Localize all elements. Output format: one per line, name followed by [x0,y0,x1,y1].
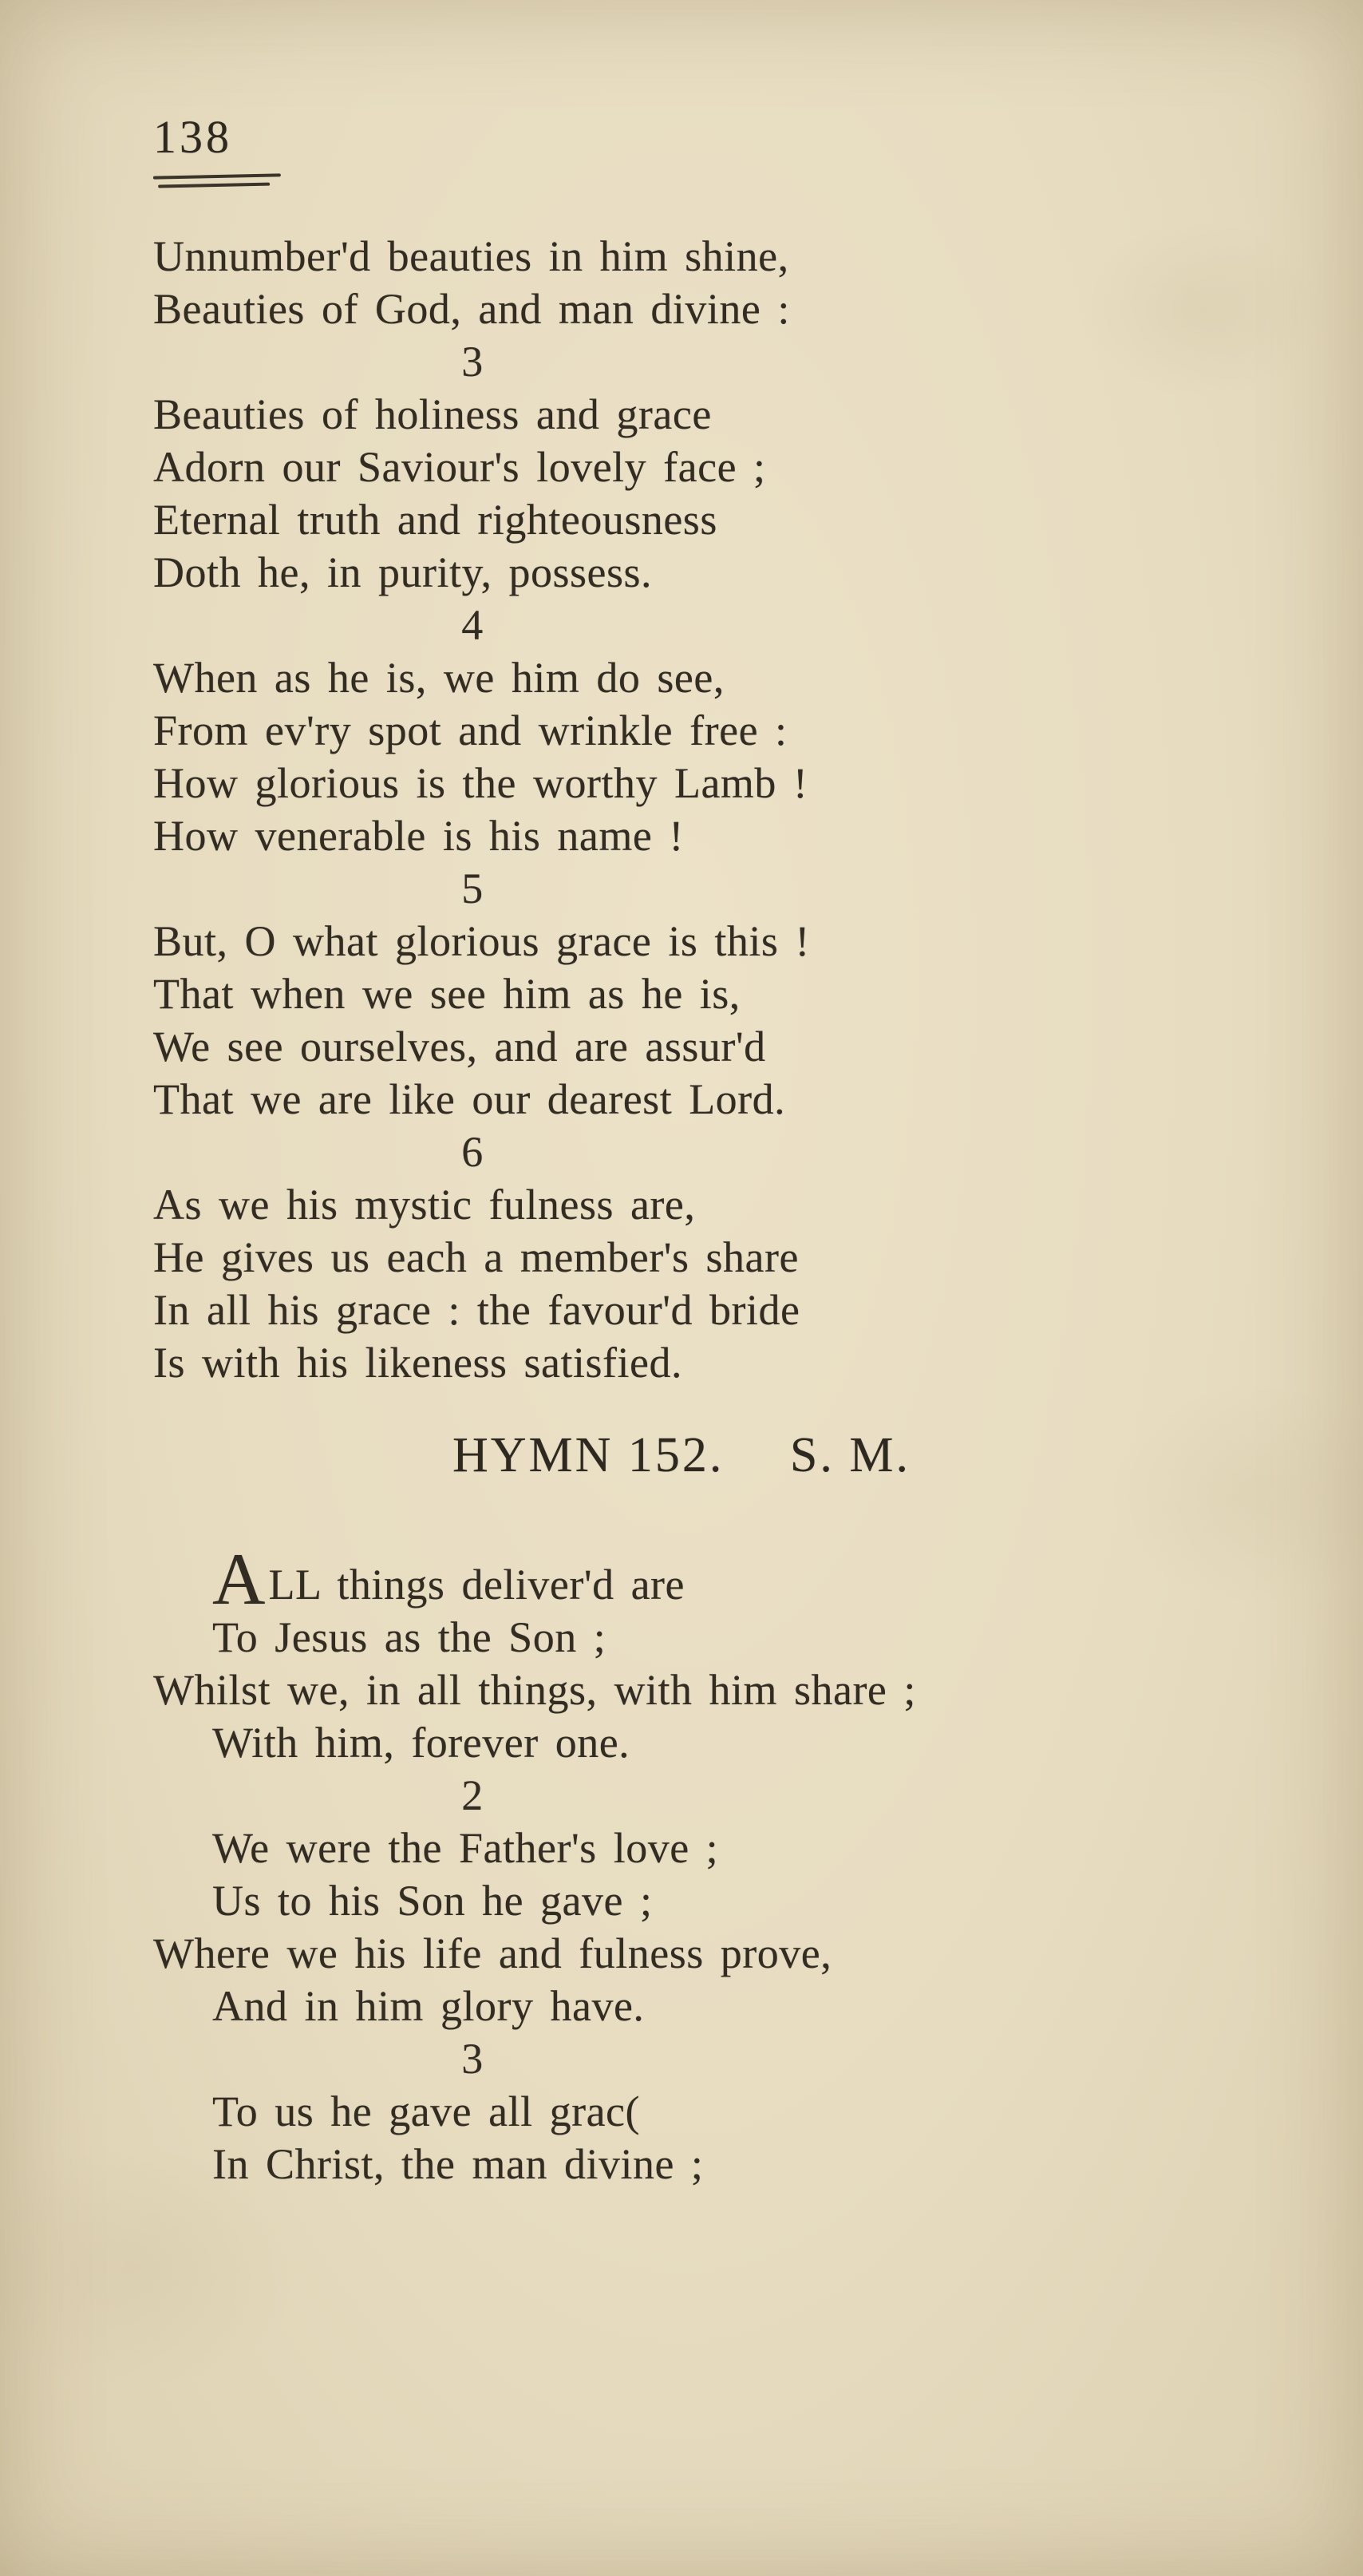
verse-line: From ev'ry spot and wrinkle free : [153,706,788,754]
verse-line: That when we see him as he is, [153,970,741,1018]
stanza-number: 3 [461,338,484,386]
verse-line: In Christ, the man divine ; [212,2140,704,2188]
hymn-152 [153,1538,1215,2190]
verse-line: Doth he, in purity, possess. [153,548,652,596]
verse-line: Where we his life and fulness prove, [153,1929,832,1977]
hymn-meter: S. M. [789,1428,911,1482]
page-number-rule [153,173,281,188]
verse-line: Us to his Son he gave ; [212,1877,653,1925]
verse-line: That we are like our dearest Lord. [153,1075,786,1123]
verse-line-text: LL things deliver'd are [268,1561,685,1609]
stanza-number: 5 [461,865,484,912]
rule-line-top [153,173,281,179]
verse-line: How venerable is his name ! [153,812,684,860]
hymn-title: HYMN 152. [452,1428,725,1482]
verse-line: And in him glory have. [212,1982,645,2030]
verse-line: With him, forever one. [212,1719,630,1767]
verse-line: Adorn our Saviour's lovely face ; [153,443,766,491]
page-header [153,110,281,187]
hymn-heading [0,1427,1363,1484]
verse-line: As we his mystic fulness are, [153,1181,696,1229]
verse-line: But, O what glorious grace is this ! [153,917,810,965]
verse-line: He gives us each a member's share [153,1233,799,1281]
stanza-number: 2 [461,1771,484,1819]
rule-line-bottom [158,183,270,188]
stanza-number: 4 [461,601,484,649]
verse-line: Is with his likeness satisfied. [153,1339,682,1387]
verse-line: To us he gave all grac( [212,2087,641,2135]
verse-line: Whilst we, in all things, with him share ; [153,1666,916,1714]
verse-line: Beauties of God, and man divine : [153,285,790,333]
verse-line: Unnumber'd beauties in him shine, [153,232,789,280]
hymn-151-continuation [153,230,1215,1389]
verse-line: We were the Father's love ; [212,1824,719,1872]
verse-line: We see ourselves, and are assur'd [153,1023,766,1070]
verse-line: Eternal truth and righteousness [153,496,717,544]
page-number: 138 [153,111,232,163]
verse-line [153,1538,1215,1620]
drop-cap: A [212,1538,267,1620]
stanza-number: 3 [461,2035,484,2083]
verse-line: In all his grace : the favour'd bride [153,1286,800,1334]
verse-line: How glorious is the worthy Lamb ! [153,759,808,807]
verse-line: When as he is, we him do see, [153,654,725,702]
verse-line: Beauties of holiness and grace [153,390,712,438]
verse-line: To Jesus as the Son ; [212,1613,606,1661]
stanza-number: 6 [461,1128,484,1176]
